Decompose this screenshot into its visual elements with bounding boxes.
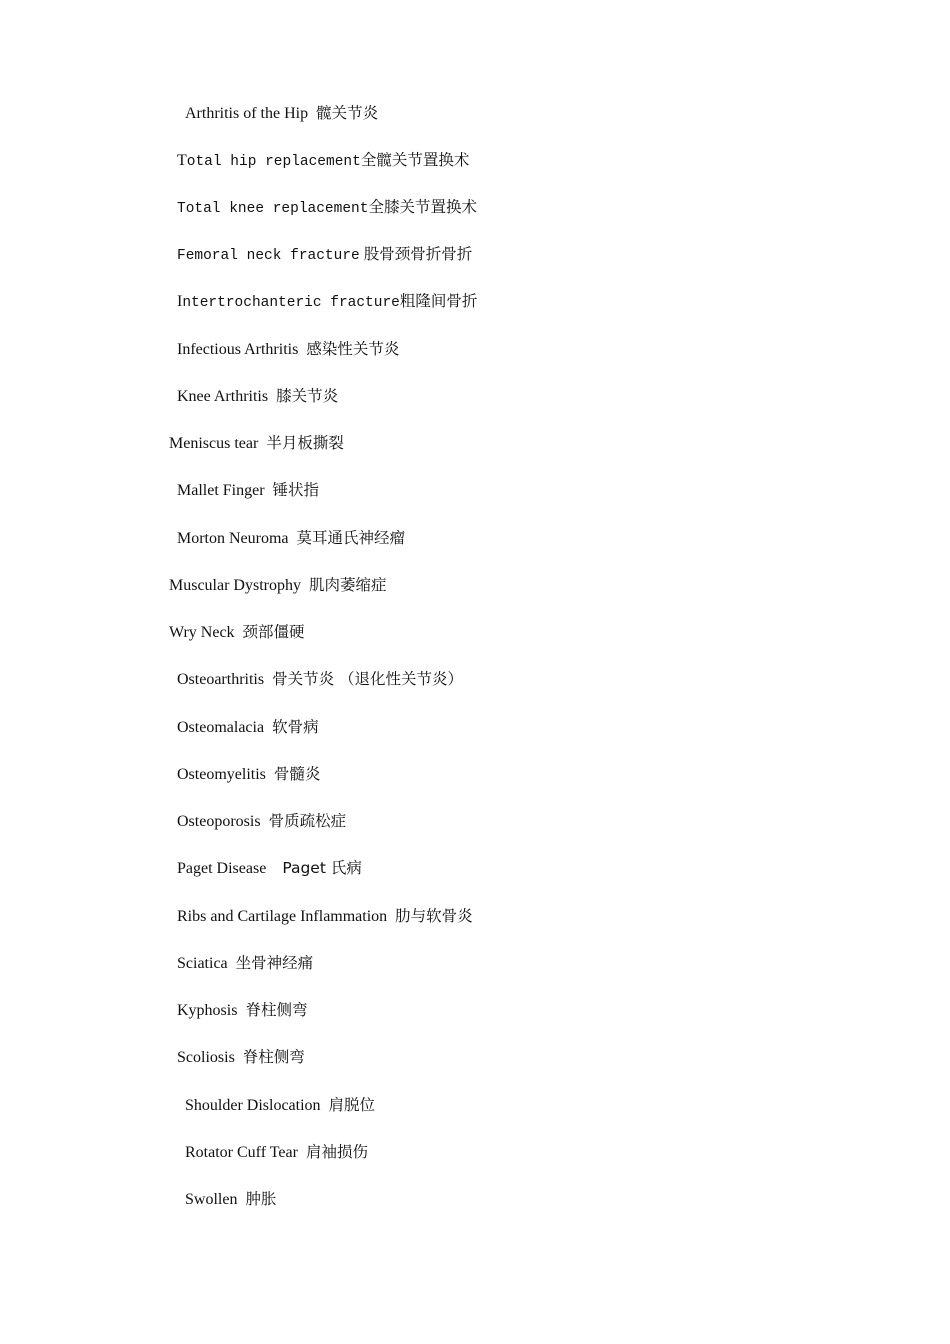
term-chinese: 全膝关节置换术	[368, 198, 477, 216]
term-line	[177, 291, 477, 313]
term-chinese: 莫耳通氏神经瘤	[296, 529, 406, 547]
term-chinese: 肌肉萎缩症	[308, 576, 387, 594]
term-line	[177, 386, 338, 407]
term-english: Meniscus tear	[169, 435, 259, 452]
term-line	[185, 1142, 368, 1163]
term-line	[177, 480, 319, 501]
term-english: Scoliosis	[177, 1049, 235, 1066]
term-english: Morton Neuroma	[177, 530, 289, 547]
term-chinese: 半月板撕裂	[266, 434, 344, 452]
term-english: Muscular Dystrophy	[169, 577, 301, 594]
term-line	[177, 906, 473, 927]
term-english: Osteomalacia	[177, 719, 265, 736]
term-english: Osteoporosis	[177, 813, 261, 830]
term-chinese: 感染性关节炎	[306, 340, 400, 358]
term-english: Osteomyelitis	[177, 766, 266, 783]
term-line	[177, 244, 472, 266]
term-line	[177, 197, 477, 219]
term-english: Swollen	[185, 1191, 238, 1208]
term-line	[177, 717, 319, 738]
term-english: Arthritis of the Hip	[185, 105, 309, 122]
term-line	[185, 1095, 375, 1116]
term-english: Knee Arthritis	[177, 388, 269, 405]
term-chinese: 肋与软骨炎	[395, 907, 473, 925]
term-english: ntertrochanteric fracture	[182, 295, 400, 311]
term-chinese: 全髋关节置换术	[360, 151, 470, 169]
term-english: Wry Neck	[169, 624, 235, 641]
term-chinese: 股骨颈骨折骨折	[363, 245, 473, 263]
term-chinese: 骨髓炎	[273, 765, 321, 783]
term-line	[177, 150, 469, 172]
term-english: Ribs and Cartilage Inflammation	[177, 908, 388, 925]
term-chinese: 脊柱侧弯	[242, 1048, 305, 1066]
term-line	[177, 953, 313, 974]
term-line	[177, 1047, 305, 1068]
term-chinese: 坐骨神经痛	[235, 954, 314, 972]
term-line	[169, 622, 305, 643]
term-line	[177, 858, 362, 879]
term-english: Paget Disease	[177, 860, 267, 877]
term-english: Kyphosis	[177, 1002, 238, 1019]
term-line	[169, 575, 387, 596]
term-line	[169, 433, 344, 454]
term-line	[177, 811, 346, 832]
term-english: Shoulder Dislocation	[185, 1097, 321, 1114]
term-english: Rotator Cuff Tear	[185, 1144, 298, 1161]
term-chinese: 肩袖损伤	[305, 1143, 368, 1161]
term-chinese: 粗隆间骨折	[399, 292, 478, 310]
term-line	[185, 103, 378, 124]
term-english: Osteoarthritis	[177, 671, 265, 688]
term-english: Mallet Finger	[177, 482, 265, 499]
term-english: otal hip replacement	[186, 154, 361, 170]
term-chinese: 锤状指	[272, 481, 320, 499]
term-english-initial: I	[177, 293, 183, 310]
term-line	[185, 1189, 276, 1210]
term-line	[177, 669, 463, 690]
term-chinese: 肿胀	[245, 1190, 277, 1208]
term-chinese: 肩脱位	[328, 1096, 376, 1114]
term-english: Infectious Arthritis	[177, 341, 299, 358]
term-line	[177, 339, 399, 360]
term-chinese: Paget 氏病	[282, 859, 362, 877]
term-chinese: 髋关节炎	[316, 104, 379, 122]
term-line	[177, 528, 405, 549]
term-chinese: 颈部僵硬	[242, 623, 305, 641]
term-english: Sciatica	[177, 955, 228, 972]
term-english: Total knee replacement	[177, 201, 369, 217]
term-chinese: 骨质疏松症	[268, 812, 347, 830]
term-line	[177, 1000, 307, 1021]
term-line	[177, 764, 320, 785]
term-english: Femoral neck fracture	[177, 248, 360, 264]
term-chinese: 骨关节炎 （退化性关节炎）	[272, 670, 464, 688]
term-english-initial: T	[177, 152, 187, 169]
term-chinese: 软骨病	[272, 718, 319, 736]
term-chinese: 膝关节炎	[276, 387, 339, 405]
term-chinese: 脊柱侧弯	[245, 1001, 308, 1019]
